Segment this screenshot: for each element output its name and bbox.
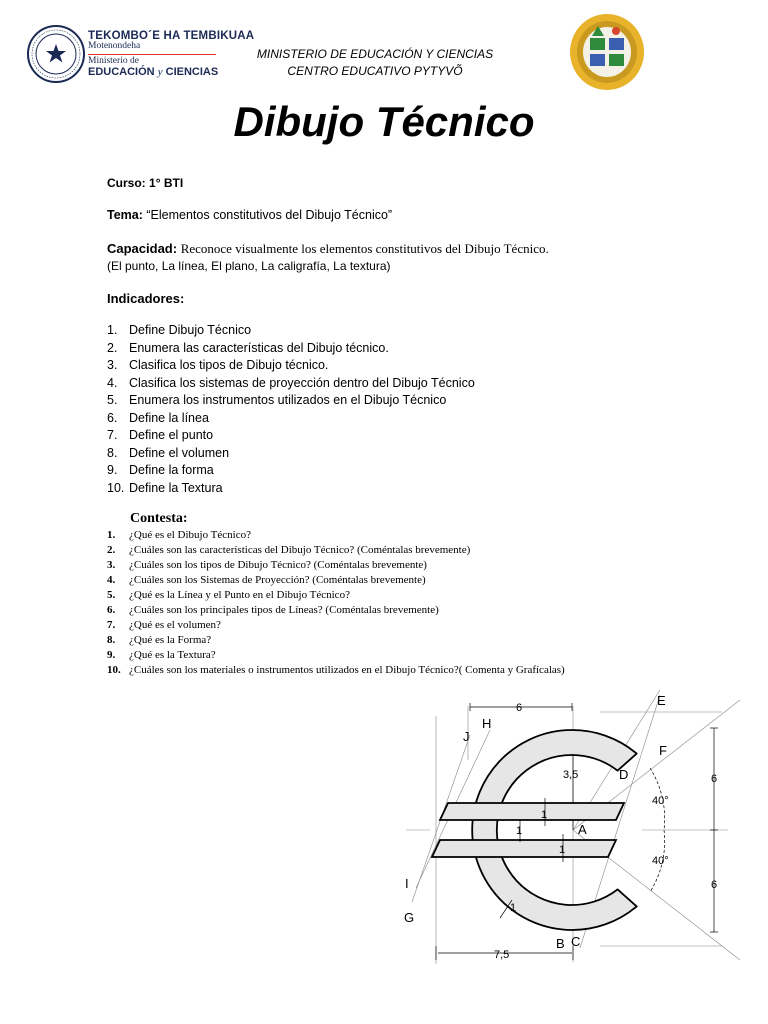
capacidad-detail: (El punto, La línea, El plano, La caligrafía, La textura) <box>107 259 391 273</box>
indicador-item <box>107 446 667 464</box>
indicador-item <box>107 376 667 394</box>
label-angle-top: 40° <box>652 795 669 807</box>
question-text: ¿Cuáles son los principales tipos de Líneas? (Coméntalas brevemente) <box>129 604 439 616</box>
indicador-item <box>107 393 667 411</box>
indicador-item <box>107 481 667 499</box>
tema-label: Tema: <box>107 208 143 222</box>
indicador-text: Enumera los instrumentos utilizados en el Dibujo Técnico <box>129 393 447 407</box>
curso-value: 1° BTI <box>149 176 184 190</box>
indicador-number: 8. <box>107 445 118 460</box>
question-item <box>107 559 707 574</box>
ministry-line1: TEKOMBO´E HA TEMBIKUAA <box>88 30 255 42</box>
euro-ring <box>472 730 637 930</box>
question-text: ¿Cuáles son los Sistemas de Proyección? (Coméntalas brevemente) <box>129 574 426 586</box>
ministry-line4 <box>88 67 254 79</box>
question-number: 10. <box>107 664 121 676</box>
ministry-line2: Motenondeha <box>88 41 141 52</box>
question-number: 2. <box>107 544 116 556</box>
indicador-item <box>107 358 667 376</box>
contesta-list <box>107 529 707 679</box>
indicador-text: Define Dibujo Técnico <box>129 323 252 337</box>
page-title: Dibujo Técnico <box>233 98 535 145</box>
indicador-text: Define el volumen <box>129 445 230 460</box>
label-radius: 3,5 <box>563 769 579 781</box>
curso-label: Curso: <box>107 176 146 190</box>
indicador-item <box>107 323 667 341</box>
label-I: I <box>405 876 409 891</box>
indicador-number: 9. <box>107 463 118 477</box>
indicador-text: Define la línea <box>129 410 209 425</box>
label-right-dim-bottom: 6 <box>711 879 718 891</box>
indicador-item <box>107 341 667 359</box>
ministry-seal <box>26 24 86 84</box>
question-text: ¿Qué es el Dibujo Técnico? <box>129 529 251 541</box>
euro-bar-top <box>440 803 624 820</box>
ministry-line3: Ministerio de <box>88 56 139 67</box>
label-top-dim: 6 <box>516 702 523 714</box>
ministry-educacion: EDUCACIÓN <box>88 66 155 78</box>
label-bar-top-thickness: 1 <box>541 809 548 821</box>
question-text: ¿Qué es el volumen? <box>129 619 221 631</box>
indicador-text: Define la Textura <box>129 480 223 495</box>
indicador-number: 6. <box>107 410 118 425</box>
header-center <box>240 46 510 80</box>
label-angle-bottom: 40° <box>652 855 669 867</box>
question-number: 9. <box>107 649 116 661</box>
curso-line <box>107 176 183 190</box>
euro-bar-bottom <box>432 840 616 857</box>
indicador-text: Clasifica los tipos de Dibujo técnico. <box>129 358 329 372</box>
question-number: 6. <box>107 604 116 616</box>
indicador-item <box>107 411 667 429</box>
indicador-number: 5. <box>107 393 118 407</box>
label-F: F <box>659 743 667 758</box>
question-item <box>107 574 707 589</box>
label-D: D <box>619 767 629 782</box>
capacidad-value: Reconoce visualmente los elementos constitutivos del Dibujo Técnico. <box>180 241 549 256</box>
question-item <box>107 529 707 544</box>
question-item <box>107 544 707 559</box>
question-item <box>107 619 707 634</box>
label-C: C <box>571 934 581 949</box>
question-number: 7. <box>107 619 116 631</box>
label-right-dim-top: 6 <box>711 773 718 785</box>
indicador-text: Define el punto <box>129 428 214 442</box>
question-text: ¿Qué es la Textura? <box>129 649 216 661</box>
ministry-logo-text <box>88 30 254 79</box>
label-H: H <box>482 716 492 731</box>
contesta-heading: Contesta: <box>130 511 188 526</box>
school-emblem <box>568 12 646 92</box>
indicador-number: 4. <box>107 375 118 390</box>
tema-value: “Elementos constitutivos del Dibujo Técnico” <box>146 208 393 222</box>
indicador-item <box>107 463 667 481</box>
question-number: 4. <box>107 574 116 586</box>
label-J: J <box>463 729 470 744</box>
question-number: 1. <box>107 529 116 541</box>
label-A: A <box>578 822 587 837</box>
indicador-number: 10. <box>107 480 125 495</box>
indicador-text: Clasifica los sistemas de proyección dentro del Dibujo Técnico <box>129 375 475 390</box>
header-ministry-name: MINISTERIO DE EDUCACIÓN Y CIENCIAS <box>256 47 494 61</box>
tema-line <box>107 208 392 222</box>
euro-construction-diagram <box>392 688 764 970</box>
question-number: 3. <box>107 559 116 571</box>
ministry-y: y <box>157 66 163 78</box>
label-G: G <box>404 910 415 925</box>
indicador-text: Enumera las características del Dibujo técnico. <box>129 340 389 355</box>
question-text: ¿Qué es la Forma? <box>129 634 212 646</box>
indicador-number: 7. <box>107 428 118 442</box>
label-ring-thickness: 1 <box>510 902 517 914</box>
question-number: 5. <box>107 589 116 601</box>
question-item <box>107 589 707 604</box>
ministry-divider <box>88 54 216 55</box>
indicador-number: 2. <box>107 340 118 355</box>
capacidad-label: Capacidad: <box>107 241 178 256</box>
question-number: 8. <box>107 634 116 646</box>
header-school-name: CENTRO EDUCATIVO PYTYVÕ <box>287 64 463 78</box>
label-E: E <box>657 693 666 708</box>
question-item <box>107 664 707 679</box>
ministry-ciencias: CIENCIAS <box>165 66 219 78</box>
indicadores-list <box>107 323 667 498</box>
indicadores-heading: Indicadores: <box>107 291 185 306</box>
question-item <box>107 649 707 664</box>
question-text: ¿Cuáles son los tipos de Dibujo Técnico? (Coméntalas brevemente) <box>129 559 427 571</box>
indicador-number: 1. <box>107 323 118 337</box>
question-item <box>107 604 707 619</box>
question-item <box>107 634 707 649</box>
indicador-number: 3. <box>107 358 118 372</box>
capacidad-line <box>107 241 549 257</box>
label-bar-bottom-thickness: 1 <box>559 844 566 856</box>
label-B: B <box>556 936 565 951</box>
question-text: ¿Cuáles son los materiales o instrumentos utilizados en el Dibujo Técnico?( Comenta y Grafícalas) <box>129 664 565 676</box>
label-bottom-dim: 7,5 <box>494 949 510 961</box>
question-text: ¿Cuáles son las características del Dibujo Técnico? (Coméntalas brevemente) <box>129 544 471 556</box>
indicador-text: Define la forma <box>129 463 214 477</box>
question-text: ¿Qué es la Línea y el Punto en el Dibujo Técnico? <box>129 589 350 601</box>
indicador-item <box>107 428 667 446</box>
label-bar-gap: 1 <box>516 825 523 837</box>
